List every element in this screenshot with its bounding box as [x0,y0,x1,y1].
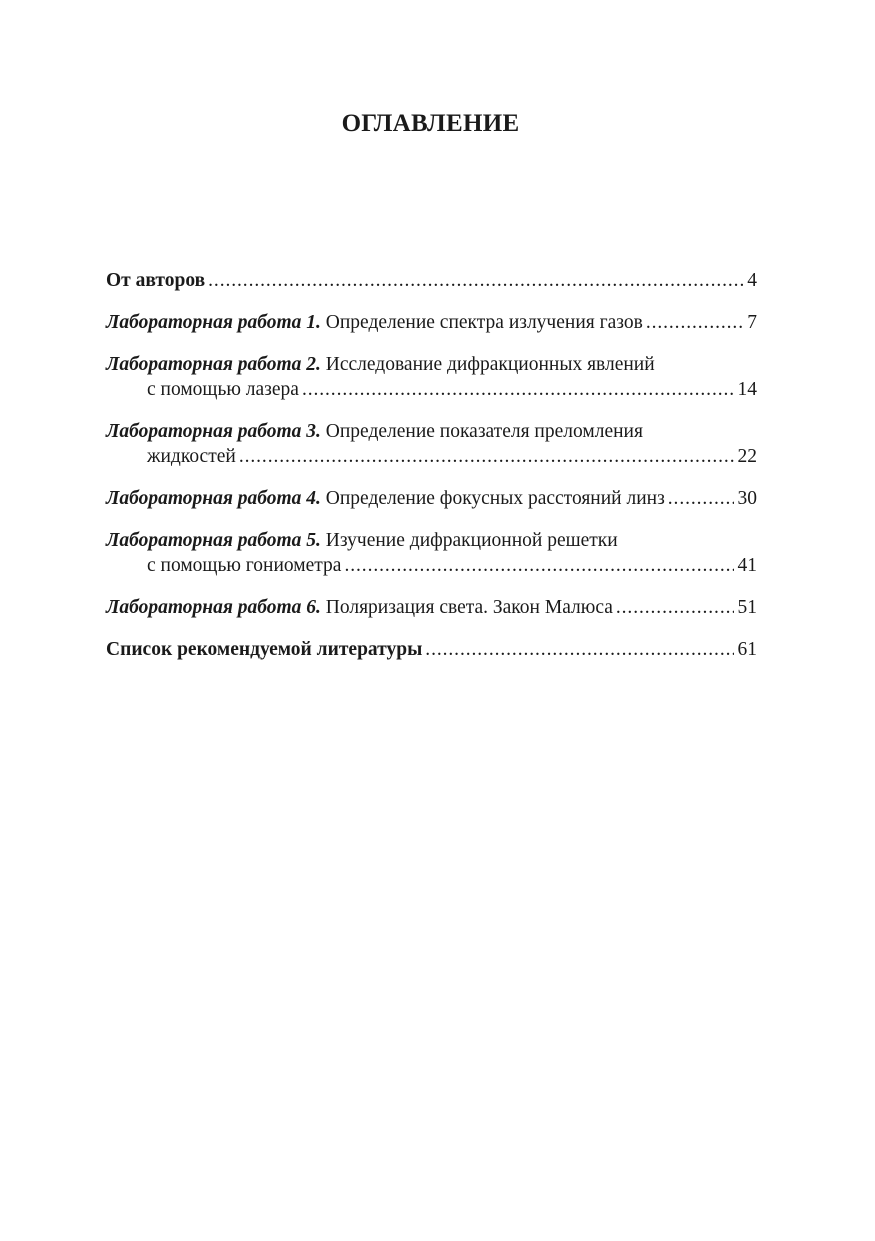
toc-entry-from-authors [106,268,757,293]
dot-leader [425,637,733,662]
table-of-contents [106,268,757,662]
toc-entry-lab-4 [106,486,757,511]
toc-entry-label: Лабораторная работа 4. [106,488,321,509]
toc-entry-label: Лабораторная работа 2. [106,354,321,375]
dot-leader [344,553,733,578]
toc-entry-lab-1 [106,310,757,335]
toc-entry-title: Исследование дифракционных явлений [320,354,655,375]
toc-entry-title: Список рекомендуемой литературы [106,639,423,660]
toc-entry-label: Лабораторная работа 1. [106,312,321,333]
toc-entry-title: Определение показателя преломления [320,421,643,442]
toc-entry-title: Определение фокусных расстояний линз [320,488,665,509]
dot-leader [646,310,743,335]
toc-page-number: 22 [737,446,757,467]
toc-page-number: 30 [737,488,757,509]
toc-entry-title: Изучение дифракционной решетки [320,530,618,551]
toc-entry-title-continuation: с помощью лазера [147,379,299,400]
dot-leader [239,444,734,469]
toc-page-number: 51 [737,597,757,618]
toc-entry-label: Лабораторная работа 5. [106,530,321,551]
toc-entry-references [106,637,757,662]
toc-entry-title: Определение спектра излучения газов [320,312,643,333]
toc-page-number: 14 [737,379,757,400]
toc-page-number: 7 [747,312,757,333]
toc-entry-label: Лабораторная работа 6. [106,597,321,618]
dot-leader [208,268,743,293]
toc-entry-lab-5 [106,528,757,578]
toc-entry-lab-2 [106,352,757,402]
toc-page-number: 4 [747,270,757,291]
page-title: ОГЛАВЛЕНИЕ [341,110,520,137]
dot-leader [302,377,734,402]
dot-leader [668,486,734,511]
toc-page-number: 41 [737,555,757,576]
toc-entry-title: Поляризация света. Закон Малюса [320,597,613,618]
toc-entry-title: От авторов [106,270,206,291]
toc-entry-lab-3 [106,419,757,469]
toc-entry-label: Лабораторная работа 3. [106,421,321,442]
toc-entry-title-continuation: жидкостей [147,446,236,467]
toc-page-number: 61 [737,639,757,660]
toc-entry-title-continuation: с помощью гониометра [147,555,342,576]
toc-entry-lab-6 [106,595,757,620]
dot-leader [616,595,734,620]
